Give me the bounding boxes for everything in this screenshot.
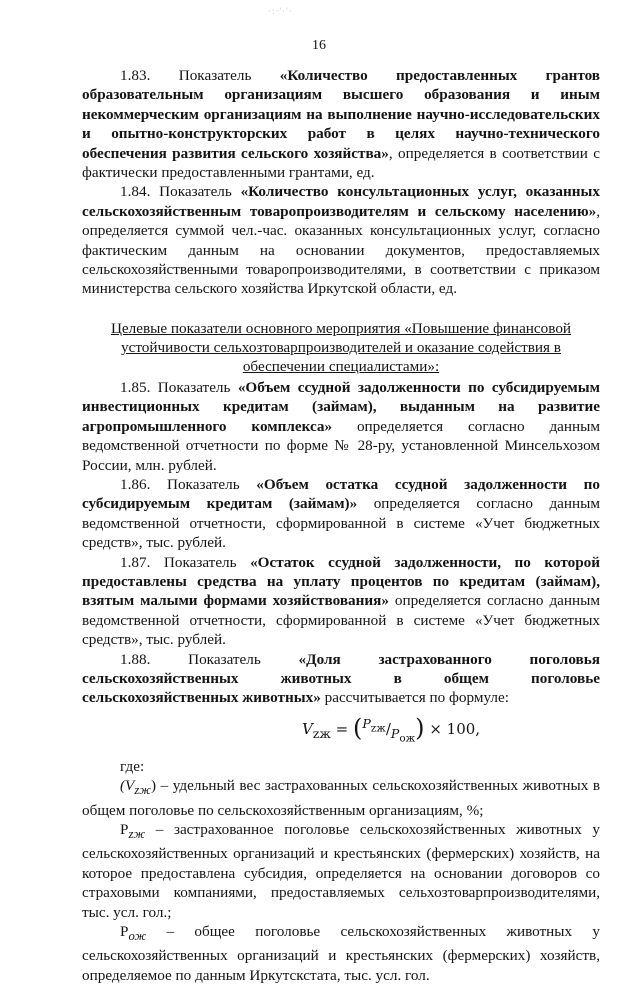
definition-symbol: P bbox=[120, 820, 129, 838]
section-title: Целевые показатели основного мероприятия «Повышение финансовой устойчивости сельхозтоварпроизводителей и оказание содействия в обеспечении специалистами»: bbox=[110, 319, 572, 375]
indicator-name: «Остаток ссудной задолженности, по которой предоставлены средства на уплату процентов по кредитам (займам), взятым малыми формами хозяйствования» bbox=[82, 553, 600, 610]
definition-symbol-sub: zж bbox=[134, 783, 152, 798]
indicator-name: «Объем ссудной задолженности по субсидируемым инвестиционных кредитам (займам), выданным на развитие агропромышленного комплекса» bbox=[82, 378, 600, 435]
paragraph-text: , определяется в соответствии с фактически предоставленными грантами, ед. bbox=[82, 144, 600, 182]
definition-text: – застрахованное поголовье сельскохозяйственных животных у сельскохозяйственных организаций и крестьянских (фермерских) хозяйств, на которое предоставлена субсидия, определяется на основании договоров со страховыми компаниями, предоставляемых сельхозтоварпроизводителями, тыс. усл. гол.; bbox=[82, 820, 600, 921]
paragraph-1-84 bbox=[82, 182, 600, 298]
definition-v-zzh bbox=[82, 776, 600, 820]
formula-tail: × 100, bbox=[424, 719, 481, 738]
indicator-name: «Объем остатка ссудной задолженности по субсидируемым кредитам (займам)» bbox=[82, 475, 600, 513]
item-number: 1.88. Показатель bbox=[120, 650, 299, 668]
paragraph-1-83 bbox=[82, 66, 600, 182]
formula-equals: = bbox=[330, 719, 353, 738]
formula-denominator: P bbox=[390, 725, 400, 741]
where-label: где: bbox=[120, 757, 145, 775]
item-number: 1.85. Показатель bbox=[120, 378, 238, 396]
definition-symbol-close: ) bbox=[151, 777, 157, 795]
definition-symbol-sub: ож bbox=[128, 929, 147, 944]
paragraph-text: рассчитывается по формуле: bbox=[320, 689, 509, 707]
paragraph-1-86 bbox=[82, 475, 600, 553]
definition-text: – общее поголовье сельскохозяйственных животных у сельскохозяйственных организаций и крестьянских (фермерских) хозяйств, определяемое по данным Иркутскстата, тыс. усл. гол. bbox=[82, 923, 600, 984]
item-number: 1.87. Показатель bbox=[120, 553, 251, 571]
definition-p-zzh bbox=[82, 820, 600, 922]
faint-stamp-mark: ·:·'·'· bbox=[268, 6, 293, 16]
indicator-name: «Количество предоставленных грантов образовательным организациям высшего образования и иным некоммерческим организациям на выполнение научно-исследовательских и опытно-конструкторских работ в целях научно-технического обеспечения развития сельского хозяйства» bbox=[82, 67, 600, 162]
formula-lhs-sub: zж bbox=[312, 725, 331, 741]
page-number: 16 bbox=[312, 38, 326, 53]
item-number: 1.84. Показатель bbox=[120, 183, 241, 201]
definition-symbol: P bbox=[120, 923, 129, 940]
formula-numerator: P bbox=[362, 715, 371, 731]
formula: $V_{zж} = (^{P_{zж}}/_{P_{ож}}) \times 100$, bbox=[182, 714, 600, 749]
document-body bbox=[82, 66, 600, 985]
indicator-name: «Количество консультационных услуг, оказанных сельскохозяйственным товаропроизводителям и сельскому населению» bbox=[82, 183, 600, 220]
definition-p-ozh bbox=[82, 922, 600, 985]
paragraph-1-85 bbox=[82, 378, 600, 475]
definition-text: – удельный вес застрахованных сельскохозяйственных животных в общем поголовье по сельскохозяйственным организациям, %; bbox=[82, 777, 600, 819]
paragraph-text: определяется согласно данным ведомственной отчетности по форме № 28-ру, установленной Минсельхозом России, млн. рублей. bbox=[82, 417, 600, 474]
paragraph-text: определяется согласно данным ведомственной отчетности, сформированной в системе «Учет бюджетных средств», тыс. рублей. bbox=[82, 592, 600, 649]
formula-denominator-sub: ож bbox=[399, 732, 416, 745]
item-number: 1.83. Показатель bbox=[120, 67, 280, 84]
item-number: 1.86. Показатель bbox=[120, 475, 257, 493]
paragraph-1-88 bbox=[82, 650, 600, 708]
paragraph-text: определяется согласно данным ведомственной отчетности, сформированной в системе «Учет бюджетных средств», тыс. рублей. bbox=[82, 495, 600, 552]
paragraph-text: , определяется суммой чел.-час. оказанных консультационных услуг, согласно фактическим данным на основании документов, предоставляемых сельскохозяйственными товаропроизводителями, в соответствии с приказом министерства сельского хозяйства Иркутской области, ед. bbox=[82, 202, 600, 298]
indicator-name: «Доля застрахованного поголовья сельскохозяйственных животных в общем поголовье сельскохозяйственных животных» bbox=[82, 650, 600, 707]
definition-symbol-sub: zж bbox=[128, 826, 146, 841]
formula-numerator-sub: zж bbox=[370, 722, 386, 735]
definition-symbol: (V bbox=[120, 777, 135, 795]
formula-lhs: V bbox=[301, 719, 313, 738]
formula-fraction: $^{P_{zж}}/_{P_{ож}}$ bbox=[362, 715, 416, 745]
paragraph-1-87 bbox=[82, 553, 600, 650]
